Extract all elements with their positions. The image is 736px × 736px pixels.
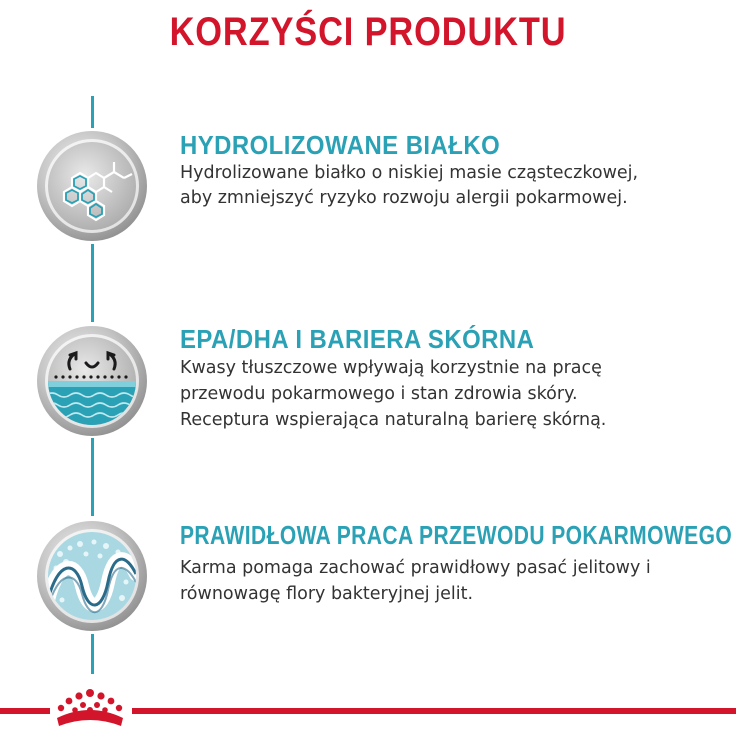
feature-title: PRAWIDŁOWA PRACA PRZEWODU POKARMOWEGO (180, 520, 733, 550)
feature-title: HYDROLIZOWANE BIAŁKO (180, 130, 501, 160)
feature-title: EPA/DHA I BARIERA SKÓRNA (180, 324, 535, 354)
feature-description-line: Karma pomaga zachować prawidłowy pasać jelitowy i (180, 558, 651, 578)
crown-logo-icon (49, 688, 131, 734)
feature-description-line: Receptura wspierająca naturalną barierę skórną. (180, 410, 607, 430)
feature-description-line: przewodu pokarmowego i stan zdrowia skóry. (180, 384, 578, 404)
feature-description-line: Hydrolizowane białko o niskiej masie cząsteczkowej, (180, 163, 639, 183)
digestive-icon (36, 520, 148, 632)
page-title: KORZYŚCI PRODUKTU (169, 10, 567, 54)
footer-line-right (132, 708, 736, 714)
skin-barrier-icon (36, 325, 148, 437)
feature-description-line: równowagę flory bakteryjnej jelit. (180, 584, 474, 604)
feature-description-line: Kwasy tłuszczowe wpływają korzystnie na pracę (180, 358, 602, 378)
feature-description-line: aby zmniejszyć ryzyko rozwoju alergii pokarmowej. (180, 188, 628, 208)
timeline-segment (91, 634, 94, 674)
molecule-icon (36, 130, 148, 242)
timeline-segment (91, 96, 94, 128)
timeline-segment (91, 438, 94, 516)
footer-line-left (0, 708, 50, 714)
timeline-segment (91, 244, 94, 322)
